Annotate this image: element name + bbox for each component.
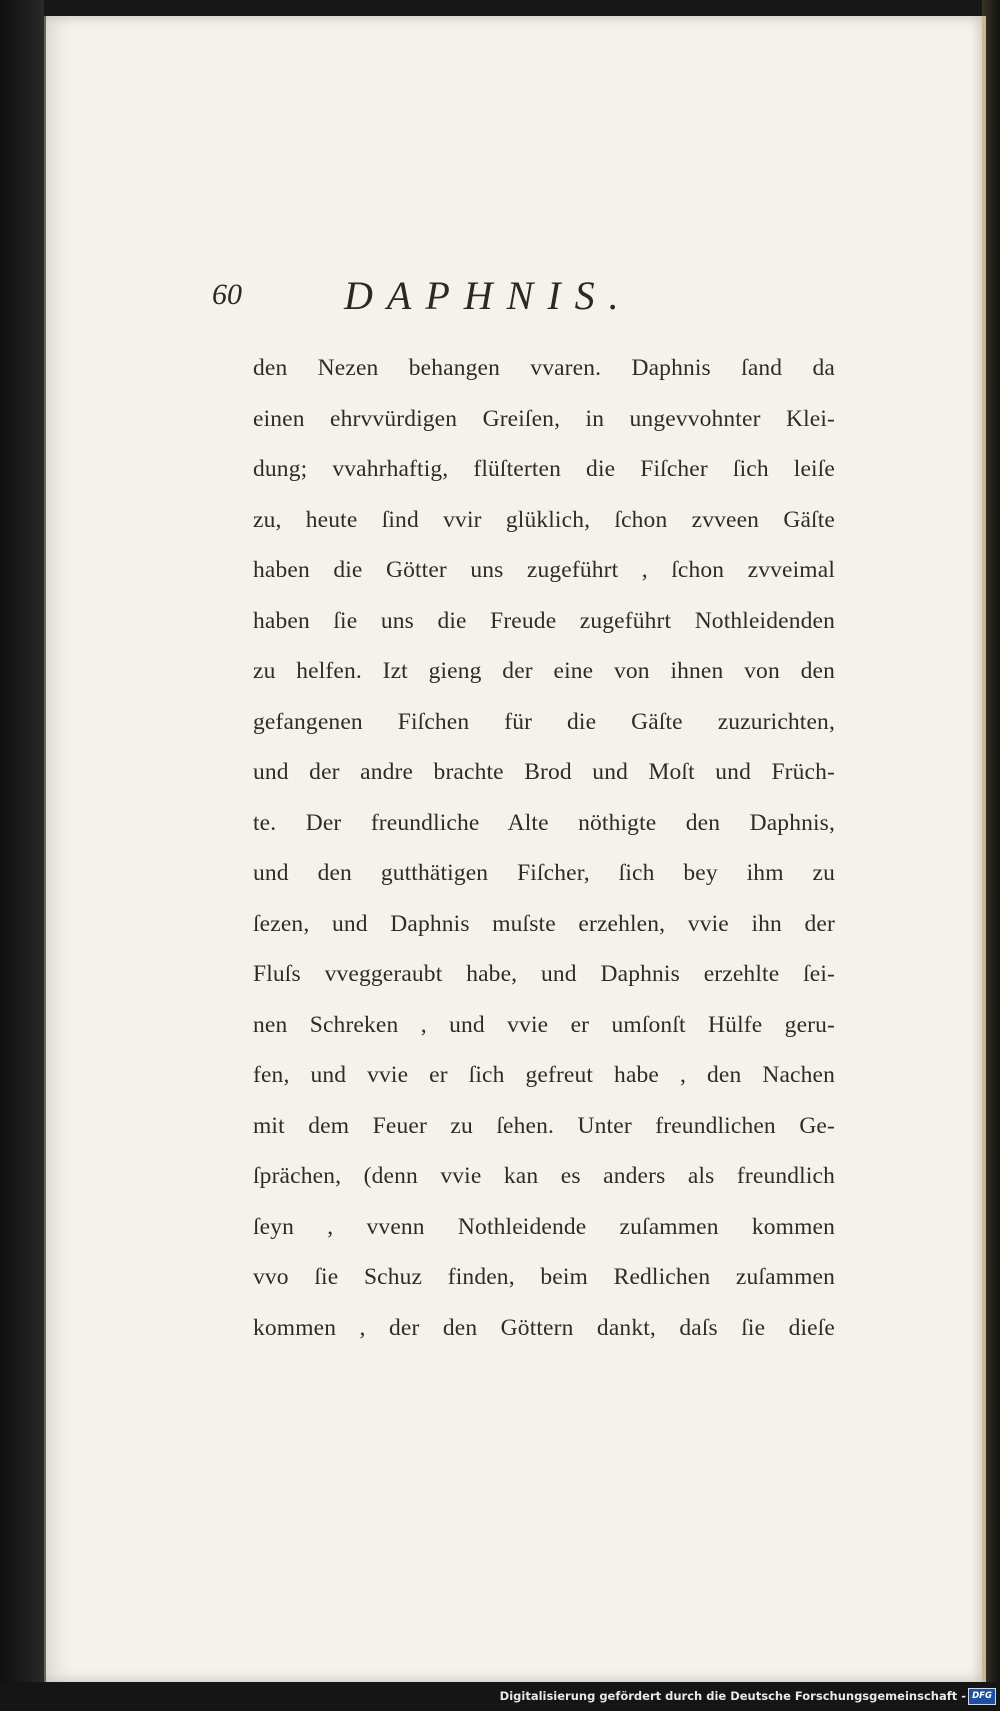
text-line: zu, heute ſind vvir glüklich, ſchon zvveen Gäſte xyxy=(253,506,835,533)
dfg-logo-icon[interactable]: DFG xyxy=(968,1688,996,1705)
text-line: zu helfen. Izt gieng der eine von ihnen von den xyxy=(253,658,835,684)
text-line: te. Der freundliche Alte nöthigte den Daphnis, xyxy=(253,809,835,836)
text-line: vvo ſie Schuz finden, beim Redlichen zuſammen xyxy=(253,1264,835,1290)
running-title: DAPHNIS. xyxy=(344,273,633,318)
text-line: Fluſs vveggeraubt habe, und Daphnis erzehlte ſei- xyxy=(253,961,835,987)
text-line: haben die Götter uns zugeführt , ſchon zvveimal xyxy=(253,557,835,583)
text-line: ſezen, und Daphnis muſste erzehlen, vvie ihn der xyxy=(253,910,835,937)
text-line: haben ſie uns die Freude zugeführt Nothleidenden xyxy=(253,607,835,634)
text-line: den Nezen behangen vvaren. Daphnis ſand da xyxy=(253,355,835,381)
body-text xyxy=(253,350,835,1360)
text-line: ſprächen, (denn vvie kan es anders als freundlich xyxy=(253,1163,835,1189)
text-line: dung; vvahrhaftig, flüſterten die Fiſcher ſich leiſe xyxy=(253,456,835,482)
text-line: gefangenen Fiſchen für die Gäſte zuzurichten, xyxy=(253,708,835,735)
scan-border-left xyxy=(0,0,44,1711)
text-line: einen ehrvvürdigen Greiſen, in ungevvohnter Klei- xyxy=(253,405,835,432)
running-head xyxy=(212,272,732,322)
text-line: ſeyn , vvenn Nothleidende zuſammen kommen xyxy=(253,1213,835,1240)
text-line: fen, und vvie er ſich gefreut habe , den Nachen xyxy=(253,1062,835,1088)
text-line: und den gutthätigen Fiſcher, ſich bey ihm zu xyxy=(253,860,835,886)
text-line: und der andre brachte Brod und Moſt und Früch- xyxy=(253,759,835,785)
footer-bar xyxy=(0,1682,1000,1711)
page-fore-edge xyxy=(982,16,986,1682)
funding-credit: Digitalisierung gefördert durch die Deutsche Forschungsgemeinschaft - xyxy=(499,1689,966,1703)
text-line: kommen , der den Göttern dankt, daſs ſie dieſe xyxy=(253,1314,835,1341)
text-line: mit dem Feuer zu ſehen. Unter freundlichen Ge- xyxy=(253,1112,835,1139)
text-line: nen Schreken , und vvie er umſonſt Hülfe geru- xyxy=(253,1011,835,1038)
page-number: 60 xyxy=(212,278,242,311)
